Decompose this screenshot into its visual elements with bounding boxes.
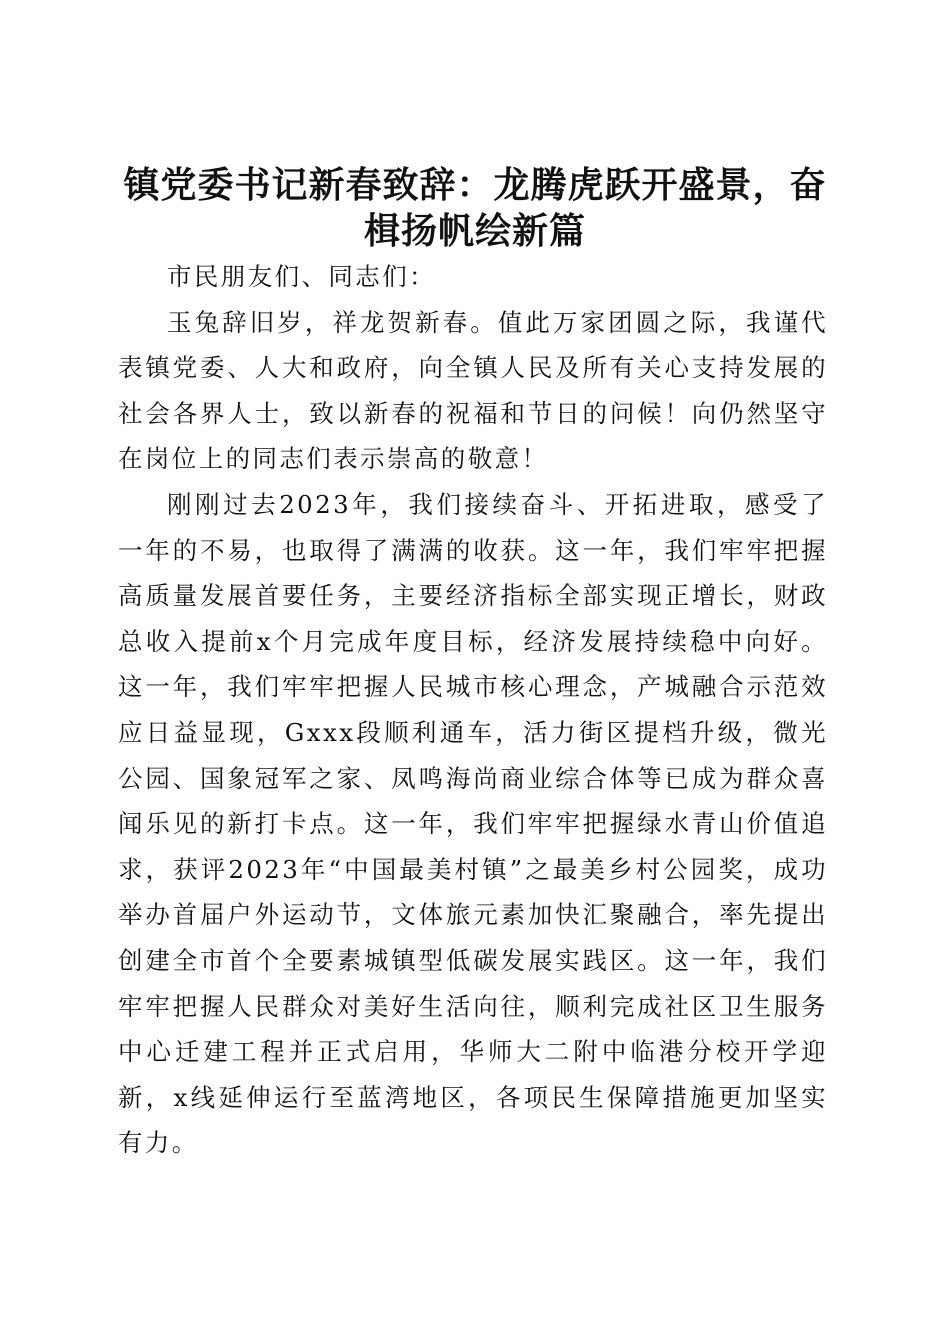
salutation: 市民朋友们、同志们： [167,262,436,291]
document-title: 镇党委书记新春致辞：龙腾虎跃开盛景，奋楫扬帆绘新篇 [123,164,827,253]
paragraph-review: 刚刚过去2023年，我们接续奋斗、开拓进取，感受了一年的不易，也取得了满满的收获。这一年，我们牢牢把握高质量发展首要任务，主要经济指标全部实现正增长，财政总收入提前x个月完成年度目标，经济发展持续稳中向好。这一年，我们牢牢把握人民城市核心理念，产城融合示范效应日益显现，Gxxx段顺利通车，活力街区提档升级，微光公园、国象冠军之家、凤鸣海尚商业综合体等已成为群众喜闻乐见的新打卡点。这一年，我们牢牢把握绿水青山价值追求，获评2023年“中国最美村镇”之最美乡村公园奖，成功举办首届户外运动节，文体旅元素加快汇聚融合，率先提出创建全市首个全要素城镇型低碳发展实践区。这一年，我们牢牢把握人民群众对美好生活向往，顺利完成社区卫生服务中心迁建工程并正式启用，华师大二附中临港分校开学迎新，x线延伸运行至蓝湾地区，各项民生保障措施更加坚实有力。 [118,489,828,1158]
paragraph-greeting: 玉兔辞旧岁，祥龙贺新春。值此万家团圆之际，我谨代表镇党委、人大和政府，向全镇人民及所有关心支持发展的社会各界人士，致以新春的祝福和节日的问候！向仍然坚守在岗位上的同志们表示崇高的敬意！ [118,307,828,474]
document-body [118,254,828,1166]
